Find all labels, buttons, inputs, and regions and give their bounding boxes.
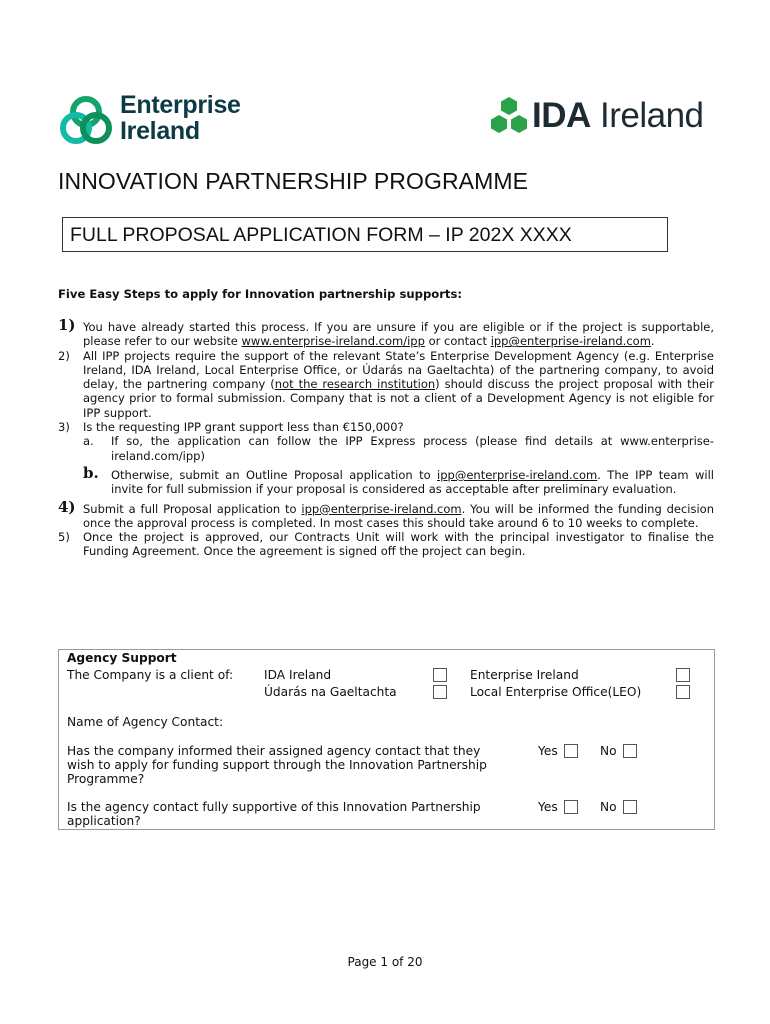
steps-heading: Five Easy Steps to apply for Innovation partnership supports:	[58, 287, 463, 301]
step-3a	[83, 434, 714, 463]
ei-logo-line1: Enterprise	[120, 91, 241, 119]
email-link[interactable]: ipp@enterprise-ireland.com	[437, 467, 598, 482]
q1-yes-label: Yes	[538, 744, 558, 758]
step-2	[58, 349, 714, 420]
step-3b	[83, 463, 714, 497]
step-4-text-b: . You will be informed the funding decision once the approval process is completed. In most cases this should take around 6 to 10 weeks to complete.	[83, 501, 714, 530]
step-1-text-c: .	[650, 334, 655, 349]
ei-logo-line2: Ireland	[120, 117, 200, 145]
step-2-text: All IPP projects require the support of the relevant State’s Enterprise Development Agency (e.g. Enterprise Ireland, IDA Ireland, Local Enterprise Office, or Údarás na Gaeltachta) of the partnering company, to avoid delay, the partnering company (	[83, 348, 714, 392]
step-2-text-b: ) should discuss the project proposal with their agency prior to formal submission. Company that is not a client of a Development Agency is not eligible for IPP support.	[83, 377, 714, 420]
email-link[interactable]: ipp@enterprise-ireland.com	[490, 334, 651, 349]
option-ei-label: Enterprise Ireland	[470, 668, 579, 682]
ida-logo-bold: IDA	[532, 96, 591, 135]
question-1-line3: Programme?	[67, 772, 145, 786]
option-udaras-checkbox[interactable]	[433, 685, 447, 699]
step-1-text-b: or contact	[424, 334, 491, 349]
step-3b-text: Otherwise, submit an Outline Proposal application to	[111, 467, 438, 482]
step-4	[58, 497, 714, 531]
step-3	[58, 420, 714, 496]
q2-yes-label: Yes	[538, 800, 558, 814]
option-ida-checkbox[interactable]	[433, 668, 447, 682]
step-5-text: Once the project is approved, our Contracts Unit will work with the principal investigator to finalise the Funding Agreement. Once the agreement is signed off the project can begin.	[83, 530, 714, 559]
website-link[interactable]: www.enterprise-ireland.com/ipp	[241, 334, 425, 349]
q1-no-checkbox[interactable]	[623, 744, 637, 758]
ida-hexagon-icon	[488, 95, 530, 137]
steps-list	[58, 316, 714, 559]
q1-no-label: No	[600, 744, 617, 758]
question-1-line1: Has the company informed their assigned agency contact that they	[67, 744, 481, 758]
q1-yes-checkbox[interactable]	[564, 744, 578, 758]
agency-heading: Agency Support	[67, 651, 177, 665]
enterprise-ireland-trefoil-icon	[58, 92, 114, 148]
page-title: INNOVATION PARTNERSHIP PROGRAMME	[58, 168, 529, 194]
enterprise-ireland-logo	[58, 92, 258, 148]
option-leo-checkbox[interactable]	[676, 685, 690, 699]
client-label: The Company is a client of:	[67, 668, 234, 682]
step-3-text: Is the requesting IPP grant support less than €150,000?	[83, 420, 404, 435]
step-1	[58, 316, 714, 349]
step-1-text: You have already started this process. If you are unsure if you are eligible or if the project is supportable, please refer to our website	[83, 320, 714, 349]
email-link[interactable]: ipp@enterprise-ireland.com	[301, 501, 462, 516]
step-4-number: 4)	[58, 497, 76, 516]
option-leo-label: Local Enterprise Office(LEO)	[470, 685, 642, 699]
option-ei-checkbox[interactable]	[676, 668, 690, 682]
ida-ireland-logo	[488, 95, 718, 139]
ida-logo-rest: Ireland	[590, 96, 704, 135]
step-5	[58, 530, 714, 559]
q2-no-checkbox[interactable]	[623, 800, 637, 814]
step-3b-letter: b.	[83, 463, 99, 482]
option-udaras-label: Údarás na Gaeltachta	[264, 685, 397, 699]
q2-no-label: No	[600, 800, 617, 814]
step-3a-text: If so, the application can follow the IPP Express process (please find details at www.enterprise-ireland.com/ipp)	[111, 434, 714, 463]
q2-yes-checkbox[interactable]	[564, 800, 578, 814]
step-1-number: 1)	[58, 316, 76, 334]
form-title: FULL PROPOSAL APPLICATION FORM – IP 202X XXXX	[70, 224, 572, 246]
step-2-underlined: not the research institution	[274, 377, 436, 392]
option-ida-label: IDA Ireland	[264, 668, 332, 682]
step-3b-text-b: . The IPP team will invite for full submission if your proposal is considered as acceptable after preliminary evaluation.	[111, 467, 714, 497]
page-number: Page 1 of 20	[347, 955, 423, 969]
question-2-line1: Is the agency contact fully supportive of this Innovation Partnership	[67, 800, 481, 814]
step-3a-letter: a.	[83, 434, 94, 449]
question-2-line2: application?	[67, 814, 141, 828]
question-1-line2: wish to apply for funding support through the Innovation Partnership	[67, 758, 487, 772]
form-title-box	[62, 217, 668, 252]
step-2-number: 2)	[58, 348, 70, 363]
step-3-number: 3)	[58, 420, 70, 435]
agency-contact-label: Name of Agency Contact:	[67, 715, 224, 729]
step-4-text: Submit a full Proposal application to	[83, 501, 302, 516]
agency-support-table	[58, 649, 715, 830]
step-5-number: 5)	[58, 530, 70, 545]
